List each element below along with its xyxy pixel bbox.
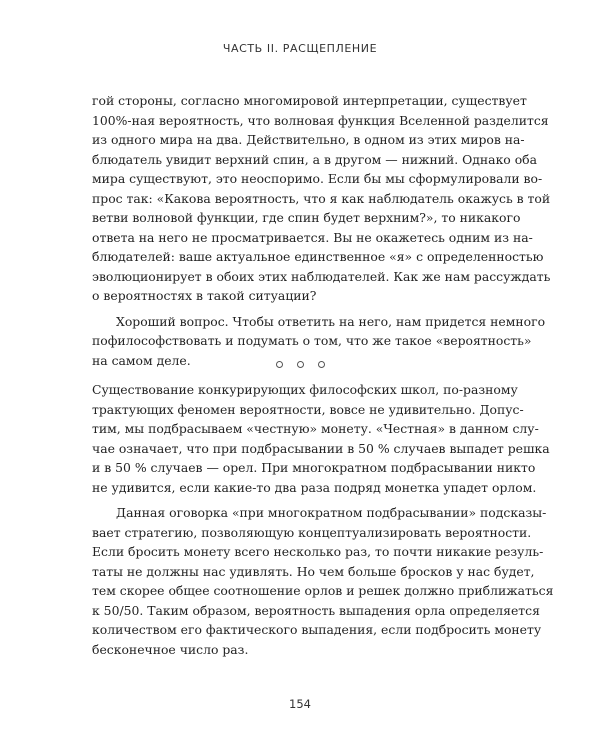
text-line: блюдатель увидит верхний спин, а в другом — нижний. Однако оба	[92, 151, 538, 167]
text-line: тим, мы подбрасываем «честную» монету. «Честная» в данном слу-	[92, 421, 539, 436]
text-line: мира существуют, это неоспоримо. Если бы мы сформулировали во-	[92, 171, 543, 186]
text-line: Если бросить монету всего несколько раз, то почти никакие резуль-	[92, 544, 544, 559]
text-line: чае означает, что при подбрасывании в 50 % случаев выпадет решка	[92, 440, 550, 456]
text-line: пофилософствовать и подумать о том, что же такое «вероятность»	[92, 333, 532, 348]
running-head: ЧАСТЬ II. РАСЩЕПЛЕНИЕ	[222, 42, 378, 55]
paragraph	[92, 91, 551, 306]
text-line: из одного мира на два. Действительно, в одном из этих миров на-	[92, 132, 525, 147]
text-line: гой стороны, согласно многомировой интерпретации, существует	[92, 93, 527, 108]
text-line: и в 50 % случаев — орел. При многократном подбрасывании никто	[92, 460, 536, 475]
text-line: Хороший вопрос. Чтобы ответить на него, нам придется немного	[116, 313, 546, 329]
text-line: не удивится, если какие-то два раза подряд монетка упадет орлом.	[92, 479, 537, 495]
text-line: количеством его фактического выпадения, если подбросить монету	[92, 622, 542, 637]
text-line: тем скорее общее соотношение орлов и решек должно приближаться	[92, 583, 554, 598]
text-line: к 50/50. Таким образом, вероятность выпадения орла определяется	[92, 602, 540, 618]
text-line: бесконечное число раз.	[92, 641, 249, 657]
text-line: таты не должны нас удивлять. Но чем больше бросков у нас будет,	[92, 563, 535, 579]
paragraph	[92, 503, 554, 659]
text-line: эволюционирует в обоих этих наблюдателей. Как же нам рассуждать	[92, 268, 551, 284]
text-line: о вероятностях в такой ситуации?	[92, 288, 317, 303]
text-line: ответа на него не просматривается. Вы не окажетесь одним из на-	[92, 229, 533, 245]
text-block-top	[92, 91, 551, 370]
text-line: трактующих феномен вероятности, вовсе не удивительно. Допус-	[92, 401, 524, 417]
circle-icon	[318, 361, 325, 368]
text-line: Данная оговорка «при многократном подбрасывании» подсказы-	[116, 505, 547, 520]
paragraph	[92, 380, 550, 497]
text-line: на самом деле.	[92, 352, 191, 368]
section-separator-icon	[0, 360, 600, 371]
text-line: Существование конкурирующих философских школ, по-разному	[92, 382, 518, 397]
text-line: ветви волновой функции, где спин будет верхним?», то никакого	[92, 210, 521, 225]
circle-icon	[276, 361, 283, 368]
circle-icon	[297, 361, 304, 368]
text-line: 100%-ная вероятность, что волновая функция Вселенной разделится	[92, 112, 549, 128]
page-number: 154	[289, 697, 311, 711]
text-line: прос так: «Какова вероятность, что я как наблюдатель окажусь в той	[92, 190, 551, 206]
text-line: блюдателей: ваше актуальное единственное «я» с определенностью	[92, 249, 544, 264]
text-line: вает стратегию, позволяющую концептуализировать вероятности.	[92, 524, 532, 540]
text-block-bottom	[92, 380, 554, 659]
